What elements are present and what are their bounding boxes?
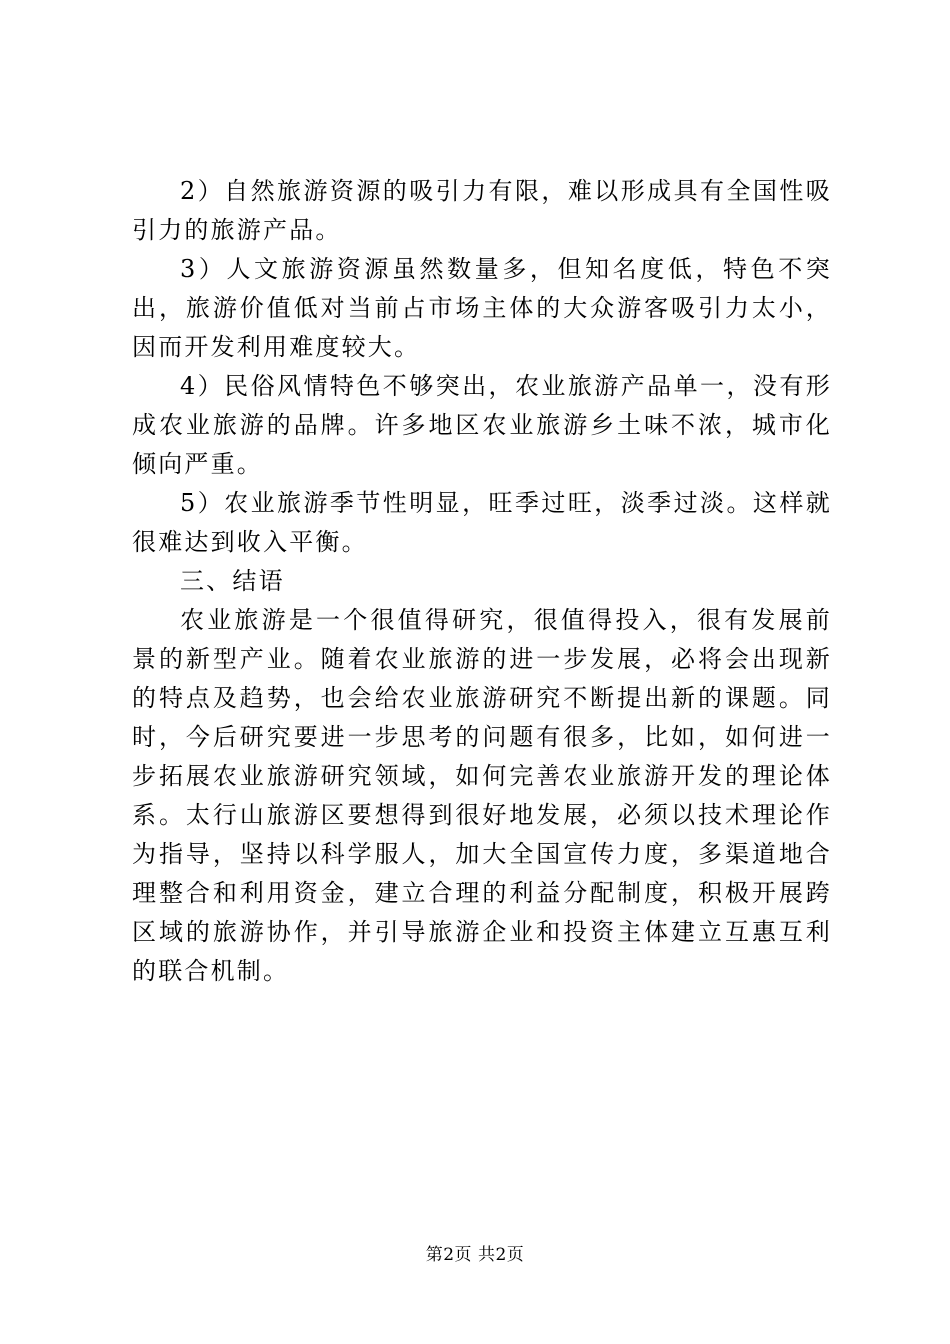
section-heading: 三、结语 <box>180 567 285 595</box>
conclusion-paragraph: 农业旅游是一个很值得研究，很值得投入，很有发展前景的新型产业。随着农业旅游的进一步发展，必将会出现新的特点及趋势，也会给农业旅游研究不断提出新的课题。同时，今后研究要进一步思考的问题有很多，比如，如何进一步拓展农业旅游研究领域，如何完善农业旅游开发的理论体系。太行山旅游区要想得到很好地发展，必须以技术理论作为指导，坚持以科学服人，加大全国宣传力度，多渠道地合理整合和利用资金，建立合理的利益分配制度，积极开展跨区域的旅游协作，并引导旅游企业和投资主体建立互惠互利的联合机制。 <box>132 606 832 985</box>
paragraph-item-2: 2）自然旅游资源的吸引力有限，难以形成具有全国性吸引力的旅游产品。 <box>132 177 832 244</box>
document-body <box>132 172 832 991</box>
paragraph-item-3: 3）人文旅游资源虽然数量多，但知名度低，特色不突出，旅游价值低对当前占市场主体的大众游客吸引力太小，因而开发利用难度较大。 <box>132 255 832 361</box>
page-number-footer: 第2页 共2页 <box>425 1245 525 1265</box>
paragraph-item-4: 4）民俗风情特色不够突出，农业旅游产品单一，没有形成农业旅游的品牌。许多地区农业旅游乡土味不浓，城市化倾向严重。 <box>132 372 832 478</box>
paragraph-item-5: 5）农业旅游季节性明显，旺季过旺，淡季过淡。这样就很难达到收入平衡。 <box>132 489 832 556</box>
